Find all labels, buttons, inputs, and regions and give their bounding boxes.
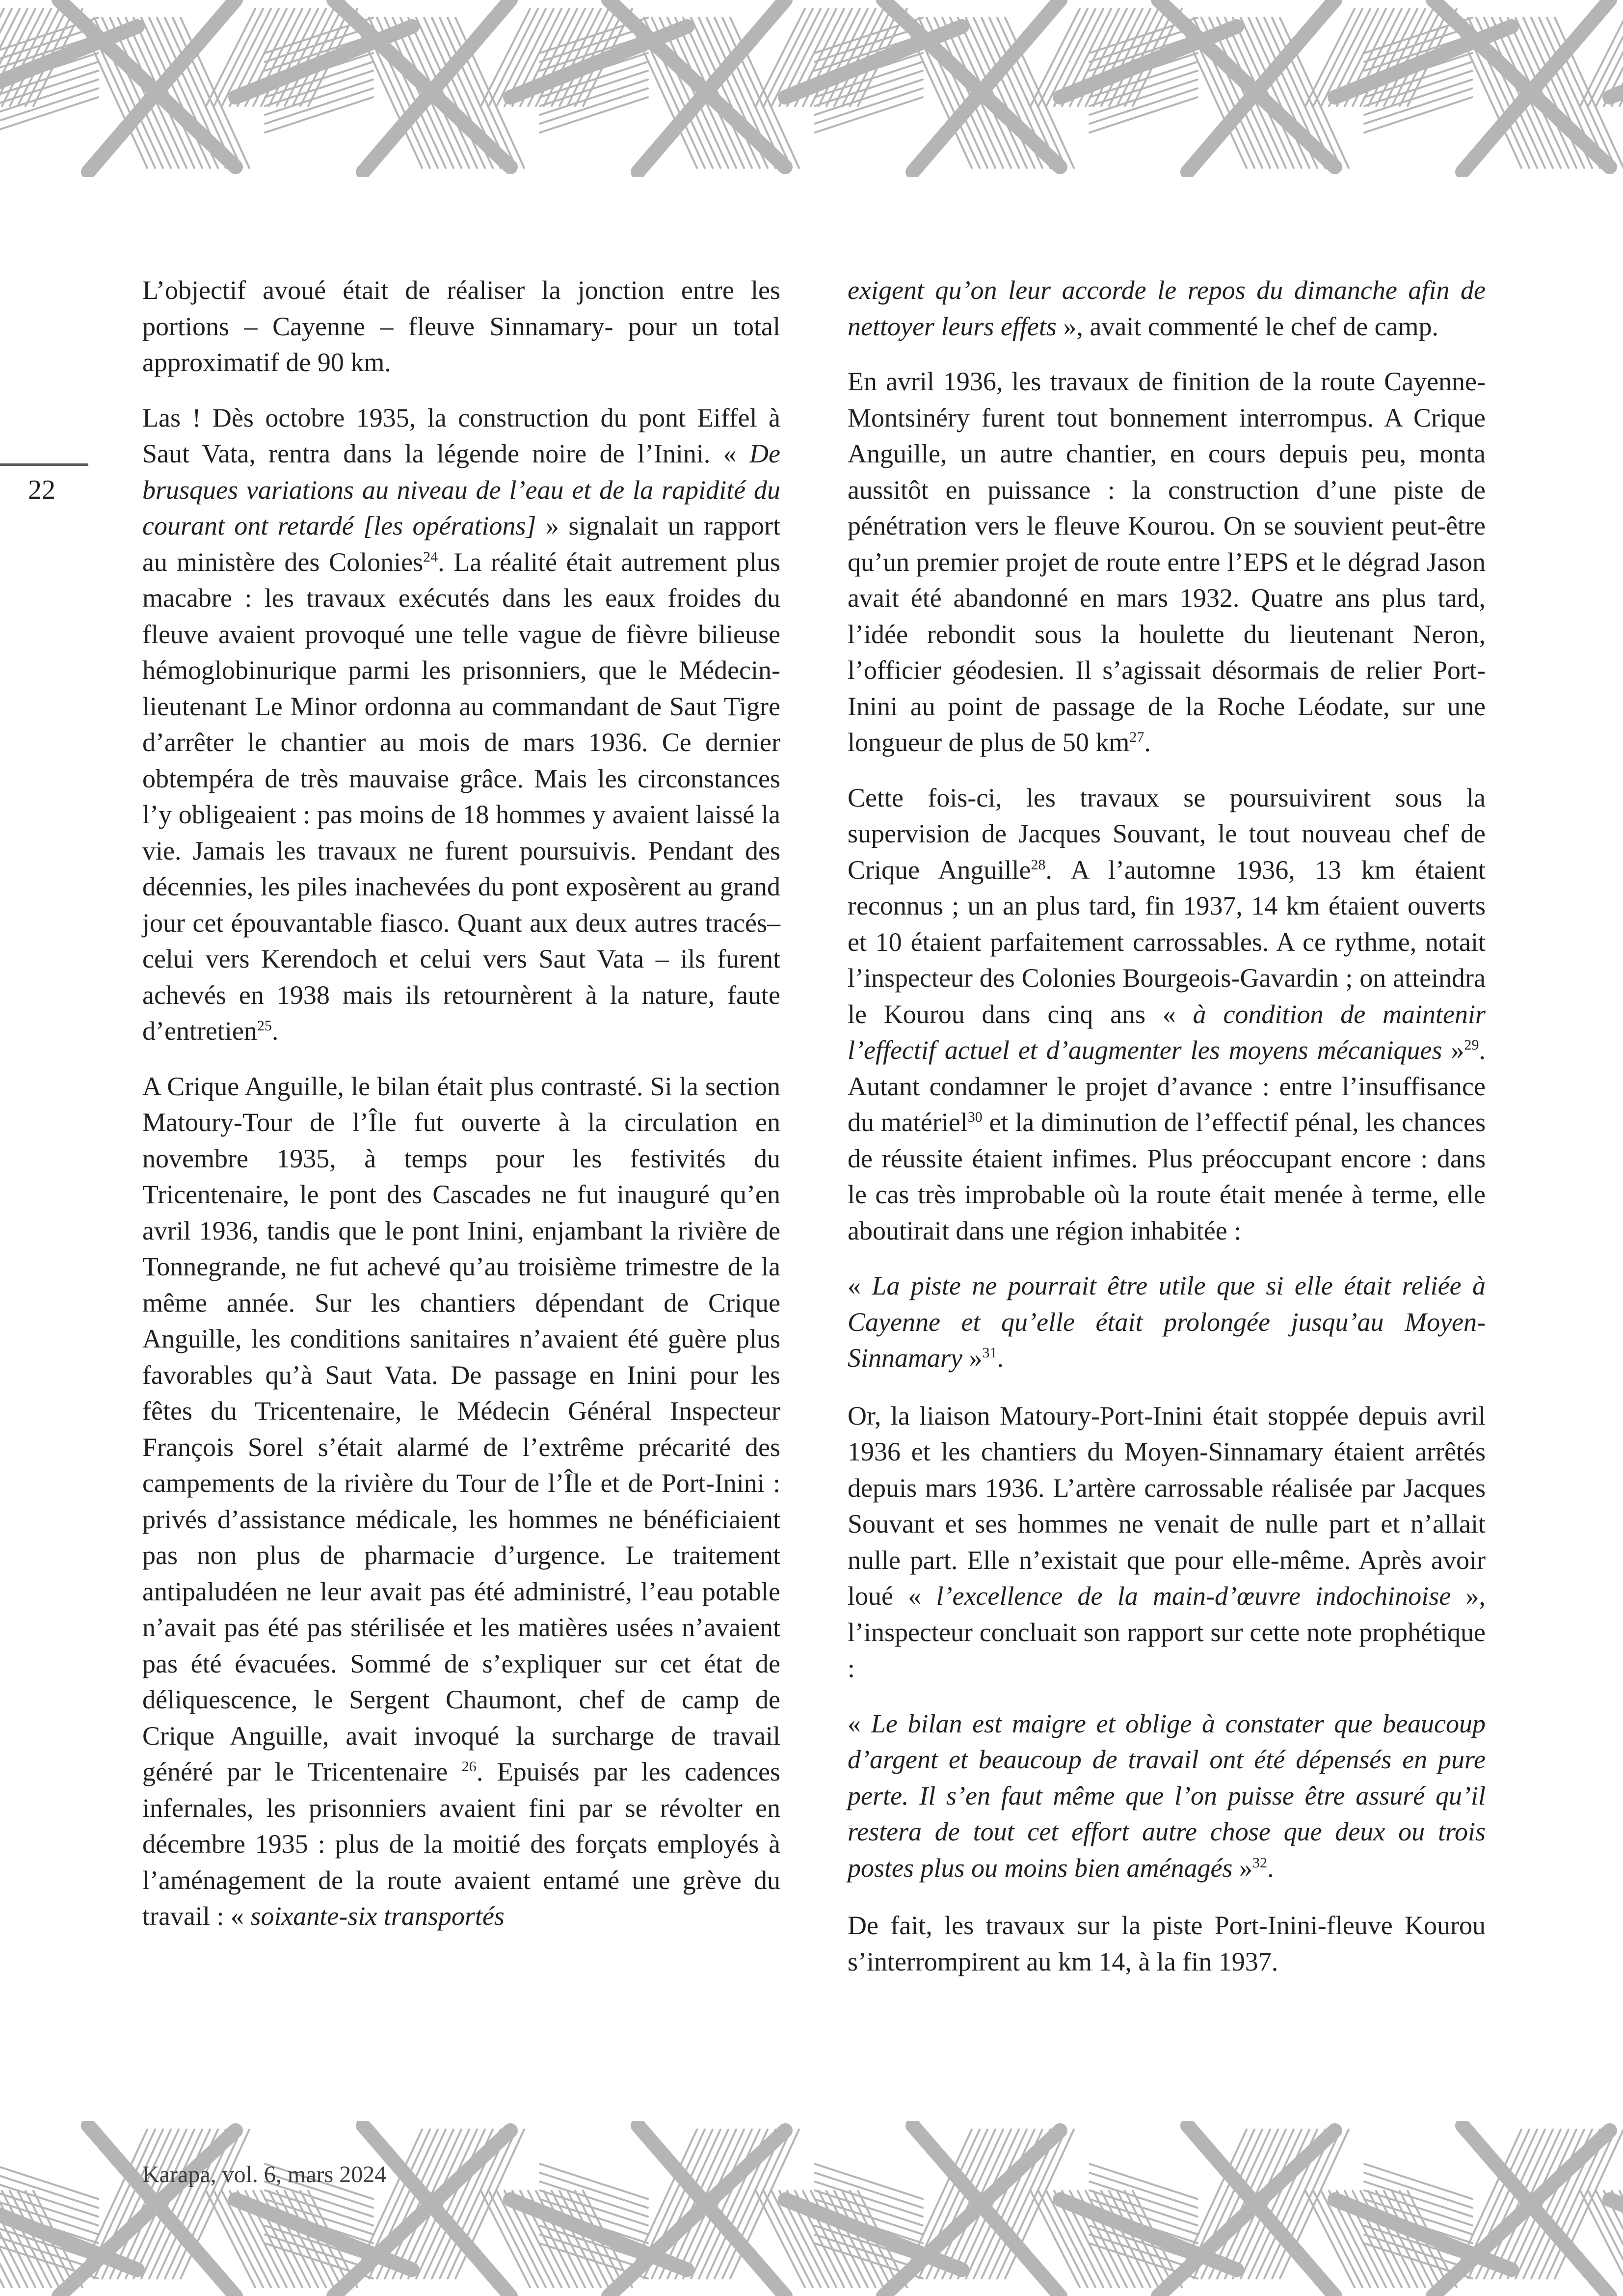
text-run: . [1144, 728, 1151, 757]
footnote-ref: 26 [461, 1758, 477, 1775]
pattern-stroke [540, 88, 648, 124]
paragraph [848, 272, 1486, 345]
pattern-stroke [815, 2173, 923, 2208]
text-run: « [848, 1708, 871, 1738]
text-run: » [1232, 1853, 1252, 1883]
quoted-text: exigent qu’on leur accorde le repos du dimanche afin de nettoyer leurs effets [848, 275, 1486, 341]
text-run: et la diminution de l’effectif pénal, les chances de réussite étaient infimes. Plus préoccupant encore : dans le cas très improbable où la route était menée à terme, elle aboutirait dans une région inhabitée : [848, 1107, 1486, 1245]
paragraph [848, 364, 1486, 761]
page-number-rule [0, 463, 88, 466]
text-run: . [997, 1343, 1004, 1373]
pattern-stroke [1090, 2173, 1197, 2208]
pattern-stroke [540, 2164, 648, 2199]
pattern-stroke [1345, 2191, 1394, 2287]
footnote-ref: 32 [1252, 1854, 1267, 1871]
text-run: L’objectif avoué était de réaliser la jonction entre les portions – Cayenne – fleuve Sinnamary- pour un total approximatif de 90 km. [142, 275, 780, 377]
page-number: 22 [28, 475, 55, 505]
pattern-stroke [540, 2173, 648, 2208]
pattern-stroke [815, 97, 923, 133]
text-run: Or, la liaison Matoury-Port-Inini était stoppée depuis avril 1936 et les chantiers du Moyen-Sinnamary étaient arrêtés depuis mars 1936. L’artère carrossable réalisée par Jacques Souvant et ses hommes ne venait de nulle part et n’allait nulle part. Elle n’existait que pour elle-même. Après avoir loué « [848, 1401, 1486, 1611]
bottom-decorative-pattern [0, 2121, 1623, 2296]
left-text-column [142, 272, 780, 1954]
pattern-stroke [245, 9, 294, 106]
pattern-stroke [1090, 2164, 1197, 2199]
footnote-ref: 29 [1464, 1037, 1479, 1053]
right-text-column [848, 272, 1486, 1999]
pattern-stroke [1090, 97, 1197, 133]
text-run: . Autant condamner le projet d’avance : entre l’insuffisance du matériel [848, 1035, 1486, 1137]
paragraph [142, 272, 780, 381]
text-run: . [271, 1016, 279, 1046]
pattern-stroke [540, 97, 648, 133]
pattern-stroke [1070, 9, 1119, 106]
quoted-text: à condition de maintenir l’effectif actuel et d’augmenter les moyens mécaniques [848, 999, 1486, 1065]
text-run: . Epuisés par les cadences infernales, les prisonniers avaient fini par se révolter en décembre 1935 : plus de la moitié des forçats employés à l’aménagement de la route avaient entamé une grève du travail : « [142, 1757, 781, 1931]
text-run: » [1442, 1035, 1464, 1065]
footnote-ref: 27 [1129, 729, 1144, 745]
quoted-text: De brusques variations au niveau de l’eau et de la rapidité du courant ont retardé [les opérations] [142, 439, 780, 540]
paragraph [142, 1069, 780, 1935]
top-decorative-pattern [0, 0, 1623, 177]
pattern-stroke [520, 2191, 569, 2287]
footnote-ref: 30 [967, 1109, 983, 1125]
quoted-text: l’excellence de la main-d’œuvre indochinoise [936, 1581, 1451, 1611]
text-run: Las ! Dès octobre 1935, la construction du pont Eiffel à Saut Vata, rentra dans la légende noire de l’Inini. « [142, 403, 780, 468]
paragraph [848, 1398, 1486, 1687]
tribal-pattern-top [0, 0, 1623, 177]
text-run: Cette fois-ci, les travaux se poursuivirent sous la supervision de Jacques Souvant, le tout nouveau chef de Crique Anguille [848, 783, 1486, 885]
footnote-ref: 25 [257, 1018, 272, 1034]
paragraph [848, 780, 1486, 1249]
pattern-stroke [1364, 88, 1472, 124]
text-run: » [962, 1343, 983, 1373]
pattern-stroke [265, 97, 373, 133]
pattern-stroke [245, 2191, 294, 2287]
pattern-stroke [1070, 2191, 1119, 2287]
pattern-stroke [795, 9, 844, 106]
paragraph [142, 400, 780, 1050]
footnote-ref: 24 [423, 548, 438, 565]
text-run: « [848, 1271, 872, 1300]
pattern-stroke [265, 88, 373, 124]
footnote-ref: 28 [1031, 856, 1046, 873]
paragraph [848, 1268, 1486, 1377]
text-run: », avait commenté le chef de camp. [1056, 311, 1439, 341]
pattern-stroke [815, 88, 923, 124]
journal-footer: Karapa, vol. 6, mars 2024 [142, 2161, 387, 2188]
pattern-stroke [815, 2164, 923, 2199]
pattern-stroke [1364, 2173, 1472, 2208]
text-run: . A l’automne 1936, 13 km étaient reconnus ; un an plus tard, fin 1937, 14 km étaient ouverts et 10 étaient parfaitement carrossables. A ce rythme, notait l’inspecteur des Colonies Bourgeois-Gavardin ; on atteindra le Kourou dans cinq ans « [848, 855, 1486, 1029]
text-run: De fait, les travaux sur la piste Port-Inini-fleuve Kourou s’interrompirent au km 14, à la fin 1937. [848, 1911, 1486, 1976]
text-run: » signalait un rapport au ministère des Colonies [142, 511, 780, 577]
text-run: . [1267, 1853, 1274, 1883]
pattern-stroke [795, 2191, 844, 2287]
pattern-stroke [520, 9, 569, 106]
pattern-stroke [1345, 9, 1394, 106]
quoted-text: Le bilan est maigre et oblige à constater que beaucoup d’argent et beaucoup de travail ont été dépensés en pure perte. Il s’en faut même que l’on puisse être assuré qu’il restera de tout cet effort autre chose que deux ou trois postes plus ou moins bien aménagés [848, 1708, 1486, 1883]
quoted-text: La piste ne pourrait être utile que si elle était reliée à Cayenne et qu’elle était prolongée jusqu’au Moyen-Sinnamary [848, 1271, 1486, 1373]
text-run: A Crique Anguille, le bilan était plus contrasté. Si la section Matoury-Tour de l’Île fut ouverte à la circulation en novembre 1935, à temps pour les festivités du Tricentenaire, le pont des Cascades ne fut inauguré qu’en avril 1936, tandis que le pont Inini, enjambant la rivière de Tonnegrande, ne fut achevé qu’au troisième trimestre de la même année. Sur les chantiers dépendant de Crique Anguille, les conditions sanitaires n’avaient été guère plus favorables qu’à Saut Vata. De passage en Inini pour les fêtes du Tricentenaire, le Médecin Général Inspecteur François Sorel s’était alarmé de l’extrême précarité des campements de la rivière du Tour de l’Île et de Port-Inini : privés d’assistance médicale, les hommes ne bénéficiaient pas non plus de pharmacie d’urgence. Le traitement antipaludéen ne leur avait pas été administré, l’eau potable n’avait pas été pas stérilisée et les matières usées n’avaient pas été évacuées. Sommé de s’expliquer sur cet état de déliquescence, le Sergent Chaumont, chef de camp de Crique Anguille, avait invoqué la surcharge de travail généré par le Tricentenaire [142, 1071, 780, 1786]
tribal-pattern-bottom [0, 2121, 1623, 2296]
footnote-ref: 31 [982, 1345, 997, 1361]
paragraph [848, 1908, 1486, 1980]
quoted-text: soixante-six transportés [250, 1901, 505, 1931]
paragraph [848, 1706, 1486, 1887]
pattern-stroke [1364, 97, 1472, 133]
pattern-stroke [1090, 88, 1197, 124]
text-run: », l’inspecteur concluait son rapport sur cette note prophétique : [848, 1581, 1486, 1683]
text-run: . La réalité était autrement plus macabre : les travaux exécutés dans les eaux froides du fleuve avaient provoqué une telle vague de fièvre bilieuse hémoglobinurique parmi les prisonniers, que le Médecin-lieutenant Le Minor ordonna au commandant de Saut Tigre d’arrêter le chantier au mois de mars 1936. Ce dernier obtempéra de très mauvaise grâce. Mais les circonstances l’y obligeaient : pas moins de 18 hommes y avaient laissé la vie. Jamais les travaux ne furent poursuivis. Pendant des décennies, les piles inachevées du pont exposèrent au grand jour cet épouvantable fiasco. Quant aux deux autres tracés– celui vers Kerendoch et celui vers Saut Vata – ils furent achevés en 1938 mais ils retournèrent à la nature, faute d’entretien [142, 547, 780, 1046]
text-run: En avril 1936, les travaux de finition de la route Cayenne- Montsinéry furent tout bonnement interrompus. A Crique Anguille, un autre chantier, en cours depuis peu, monta aussitôt en puissance : la construction d’une piste de pénétration vers le fleuve Kourou. On se souvient peut-être qu’un premier projet de route entre l’EPS et le dégrad Jason avait été abandonné en mars 1932. Quatre ans plus tard, l’idée rebondit sous la houlette du lieutenant Neron, l’officier géodesien. Il s’agissait désormais de relier Port-Inini au point de passage de la Roche Léodate, sur une longueur de plus de 50 km [848, 367, 1486, 757]
pattern-stroke [1364, 2164, 1472, 2199]
